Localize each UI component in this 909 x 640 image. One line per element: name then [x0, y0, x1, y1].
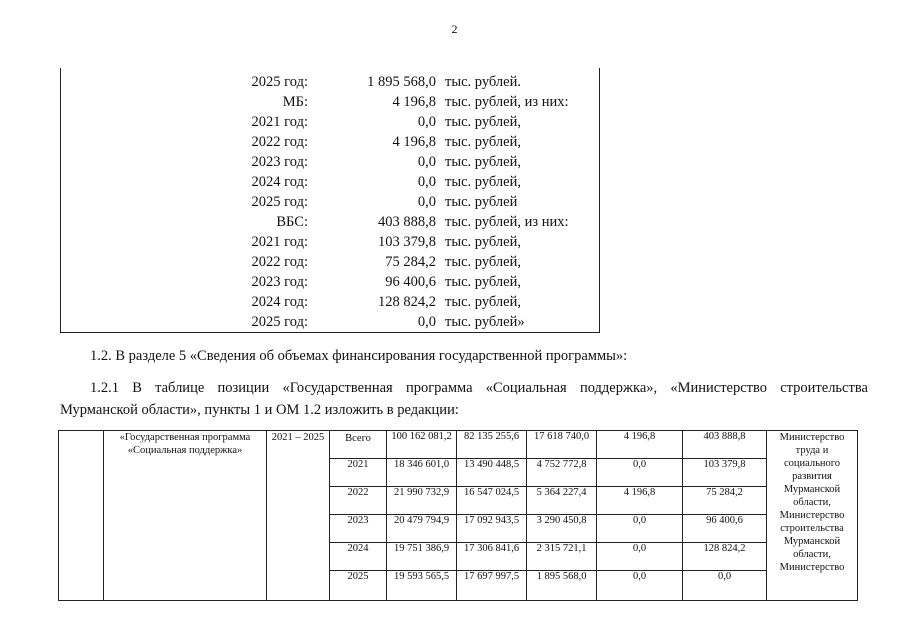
summary-unit: тыс. рублей,: [445, 254, 521, 270]
summary-unit: тыс. рублей, из них:: [445, 94, 569, 110]
summary-value: 0,0: [417, 154, 436, 170]
summary-label: 2021 год:: [251, 234, 308, 250]
summary-unit: тыс. рублей,: [445, 234, 521, 250]
value-cell: 16 547 024,5: [457, 487, 527, 515]
paragraph-1-2-1-line-2: Мурманской области», пункты 1 и ОМ 1.2 изложить в редакции:: [60, 402, 459, 418]
summary-label: 2024 год:: [251, 294, 308, 310]
summary-unit: тыс. рублей,: [445, 134, 521, 150]
value-cell: 0,0: [597, 459, 683, 487]
value-cell: 17 306 841,6: [457, 543, 527, 571]
summary-label: 2024 год:: [251, 174, 308, 190]
value-cell: 403 888,8: [683, 431, 767, 459]
summary-label: 2022 год:: [251, 134, 308, 150]
year-cell: 2021: [330, 459, 387, 487]
summary-value: 4 196,8: [392, 94, 436, 110]
value-cell: 82 135 255,6: [457, 431, 527, 459]
year-cell: 2024: [330, 543, 387, 571]
value-cell: 0,0: [597, 571, 683, 601]
summary-value: 403 888,8: [378, 214, 436, 230]
paragraph-1-2: 1.2. В разделе 5 «Сведения об объемах финансирования государственной программы»:: [90, 348, 628, 364]
financing-summary-box: [60, 68, 600, 333]
executors-cell: Министерство труда и социального развития Мурманской области, Министерство строительства Мурманской области, Министерство: [767, 431, 858, 601]
value-cell: 19 593 565,5: [387, 571, 457, 601]
summary-value: 4 196,8: [392, 134, 436, 150]
value-cell: 1 895 568,0: [527, 571, 597, 601]
summary-label: 2021 год:: [251, 114, 308, 130]
summary-unit: тыс. рублей, из них:: [445, 214, 569, 230]
summary-unit: тыс. рублей: [445, 194, 518, 210]
value-cell: 18 346 601,0: [387, 459, 457, 487]
summary-value: 1 895 568,0: [367, 74, 436, 90]
word: «Социальная: [485, 380, 567, 396]
summary-unit: тыс. рублей,: [445, 174, 521, 190]
value-cell: 5 364 227,4: [527, 487, 597, 515]
value-cell: 4 752 772,8: [527, 459, 597, 487]
year-cell: Всего: [330, 431, 387, 459]
table-row: [59, 431, 858, 459]
summary-value: 0,0: [417, 194, 436, 210]
word: «Министерство: [670, 380, 767, 396]
summary-value: 0,0: [417, 174, 436, 190]
summary-value: 0,0: [417, 314, 436, 330]
table-cell-number: [59, 431, 104, 601]
word: В: [132, 380, 142, 396]
word: строительства: [780, 380, 868, 396]
value-cell: 96 400,6: [683, 515, 767, 543]
value-cell: 17 092 943,5: [457, 515, 527, 543]
summary-unit: тыс. рублей,: [445, 294, 521, 310]
period-cell: 2021 – 2025: [267, 431, 330, 601]
summary-value: 128 824,2: [378, 294, 436, 310]
year-cell: 2025: [330, 571, 387, 601]
value-cell: 100 162 081,2: [387, 431, 457, 459]
value-cell: 3 290 450,8: [527, 515, 597, 543]
value-cell: 2 315 721,1: [527, 543, 597, 571]
word: позиции: [217, 380, 270, 396]
value-cell: 75 284,2: [683, 487, 767, 515]
value-cell: 17 618 740,0: [527, 431, 597, 459]
word: таблице: [155, 380, 205, 396]
summary-unit: тыс. рублей,: [445, 114, 521, 130]
summary-value: 0,0: [417, 114, 436, 130]
program-name-cell: «Государственная программа «Социальная поддержка»: [104, 431, 267, 601]
value-cell: 13 490 448,5: [457, 459, 527, 487]
value-cell: 0,0: [597, 543, 683, 571]
value-cell: 0,0: [683, 571, 767, 601]
word: поддержка»,: [579, 380, 658, 396]
value-cell: 21 990 732,9: [387, 487, 457, 515]
summary-unit: тыс. рублей,: [445, 274, 521, 290]
summary-label: 2025 год:: [251, 74, 308, 90]
summary-label: 2022 год:: [251, 254, 308, 270]
year-cell: 2023: [330, 515, 387, 543]
summary-unit: тыс. рублей,: [445, 154, 521, 170]
value-cell: 103 379,8: [683, 459, 767, 487]
summary-unit: тыс. рублей.: [445, 74, 521, 90]
summary-value: 96 400,6: [385, 274, 436, 290]
value-cell: 17 697 997,5: [457, 571, 527, 601]
summary-label: МБ:: [282, 94, 308, 110]
year-cell: 2022: [330, 487, 387, 515]
value-cell: 20 479 794,9: [387, 515, 457, 543]
financing-table: [58, 430, 858, 601]
summary-value: 75 284,2: [385, 254, 436, 270]
summary-label: 2023 год:: [251, 154, 308, 170]
summary-unit: тыс. рублей»: [445, 314, 525, 330]
summary-value: 103 379,8: [378, 234, 436, 250]
paragraph-1-2-1-line-1: [90, 380, 868, 397]
summary-label: 2023 год:: [251, 274, 308, 290]
value-cell: 0,0: [597, 515, 683, 543]
summary-label: 2025 год:: [251, 194, 308, 210]
word: программа: [405, 380, 473, 396]
summary-label: 2025 год:: [251, 314, 308, 330]
word: «Государственная: [282, 380, 393, 396]
value-cell: 19 751 386,9: [387, 543, 457, 571]
summary-label: ВБС:: [276, 214, 308, 230]
value-cell: 4 196,8: [597, 487, 683, 515]
value-cell: 4 196,8: [597, 431, 683, 459]
word: 1.2.1: [90, 380, 119, 396]
page-number: 2: [451, 22, 458, 36]
value-cell: 128 824,2: [683, 543, 767, 571]
